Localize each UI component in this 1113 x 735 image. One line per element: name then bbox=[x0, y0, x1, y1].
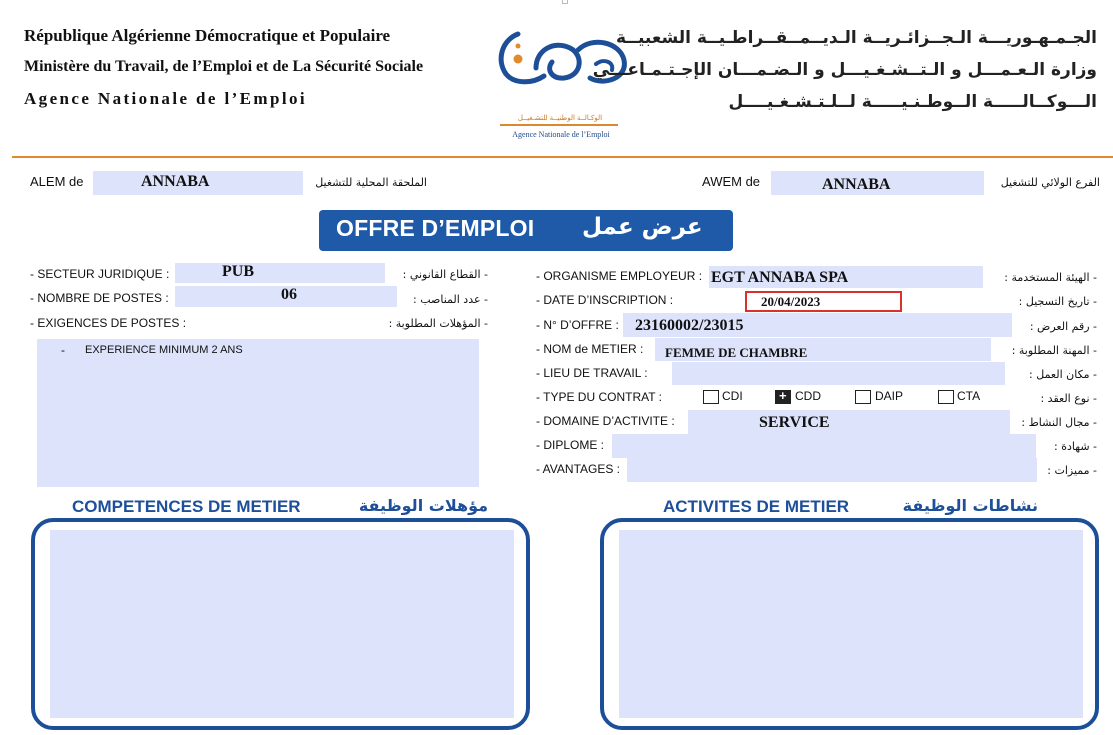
anem-logo-icon bbox=[492, 22, 632, 92]
exigences-field[interactable] bbox=[37, 339, 479, 487]
contrat-cdd-checkbox[interactable] bbox=[775, 390, 791, 404]
contrat-daip-checkbox[interactable] bbox=[855, 390, 871, 404]
competences-title-ar: مؤهلات الوظيفة bbox=[358, 496, 488, 515]
contrat-cdi-label: CDI bbox=[722, 389, 743, 403]
awem-label: AWEM de bbox=[702, 174, 761, 189]
contrat-cta-label: CTA bbox=[957, 389, 981, 403]
alem-label: ALEM de bbox=[30, 174, 84, 189]
title-ar: عرض عمل bbox=[582, 214, 703, 240]
header-ministry-ar: وزارة الـعـمـــل و الـتــشـغـيـــل و الـضـمـــان الإجـتـمـاعـــي bbox=[592, 60, 1097, 80]
exigences-label: - EXIGENCES DE POSTES : bbox=[30, 316, 187, 330]
title-fr: OFFRE D’EMPLOI bbox=[336, 215, 535, 241]
organisme-label-ar: - الهيئة المستخدمة : bbox=[1004, 271, 1097, 284]
header-ministry-fr: Ministère du Travail, de l’Emploi et de La Sécurité Sociale bbox=[24, 58, 424, 75]
activites-title-ar: نشاطات الوظيفة bbox=[902, 496, 1038, 515]
secteur-label-ar: - القطاع القانوني : bbox=[402, 268, 488, 281]
postes-label-ar: - عدد المناصب : bbox=[413, 293, 488, 306]
domaine-label: - DOMAINE D’ACTIVITE : bbox=[536, 414, 675, 428]
domaine-value: SERVICE bbox=[759, 414, 830, 431]
header-agency-fr: Agence Nationale de l’Emploi bbox=[24, 89, 307, 108]
domaine-field[interactable] bbox=[688, 410, 1010, 434]
awem-label-ar: الفرع الولائي للتشغيل bbox=[1000, 176, 1100, 189]
exigences-item: EXPERIENCE MINIMUM 2 ANS bbox=[85, 344, 243, 356]
exigences-label-ar: - المؤهلات المطلوبة : bbox=[388, 317, 488, 330]
header-republic-fr: République Algérienne Démocratique et Populaire bbox=[24, 26, 391, 45]
offre-label: - N° D’OFFRE : bbox=[536, 318, 619, 332]
header-divider bbox=[12, 156, 1113, 158]
postes-label: - NOMBRE DE POSTES : bbox=[30, 291, 169, 305]
diplome-label: - DIPLOME : bbox=[536, 438, 605, 452]
avantages-field[interactable] bbox=[627, 458, 1037, 482]
metier-label-ar: - المهنة المطلوبة : bbox=[1011, 344, 1097, 357]
page-top-marker bbox=[562, 0, 568, 4]
contrat-cdd-label: CDD bbox=[795, 389, 821, 403]
organisme-label: - ORGANISME EMPLOYEUR : bbox=[536, 269, 703, 283]
contrat-label: - TYPE DU CONTRAT : bbox=[536, 390, 663, 404]
domaine-label-ar: - مجال النشاط : bbox=[1021, 416, 1097, 429]
logo-caption-ar: الوكـالــة الوطنيــة للتشـغيــل bbox=[517, 115, 603, 122]
date-value: 20/04/2023 bbox=[761, 294, 821, 309]
date-label-ar: - تاريخ التسجيل : bbox=[1018, 295, 1097, 308]
competences-field[interactable] bbox=[50, 530, 514, 718]
activites-field[interactable] bbox=[619, 530, 1083, 718]
contrat-cta-checkbox[interactable] bbox=[938, 390, 954, 404]
activites-title: ACTIVITES DE METIER bbox=[663, 497, 850, 516]
avantages-label-ar: - مميزات : bbox=[1047, 464, 1097, 477]
header-agency-ar: الـــوكــالـــــة الــوطـنـيـــــة لــلـتـشـغـيــــل bbox=[728, 92, 1097, 112]
contrat-label-ar: - نوع العقد : bbox=[1040, 392, 1097, 405]
awem-value: ANNABA bbox=[822, 176, 891, 193]
secteur-field[interactable] bbox=[175, 263, 385, 283]
logo-caption-fr: Agence Nationale de l’Emploi bbox=[512, 130, 610, 139]
date-label: - DATE D’INSCRIPTION : bbox=[536, 293, 674, 307]
avantages-label: - AVANTAGES : bbox=[536, 462, 621, 476]
competences-title: COMPETENCES DE METIER bbox=[72, 497, 301, 516]
alem-value: ANNABA bbox=[141, 173, 210, 190]
postes-value: 06 bbox=[281, 286, 297, 303]
alem-label-ar: الملحقة المحلية للتشغيل bbox=[315, 176, 427, 189]
offre-value: 23160002/23015 bbox=[635, 317, 744, 334]
exigences-bullet: - bbox=[61, 343, 65, 357]
diplome-field[interactable] bbox=[612, 434, 1036, 458]
organisme-value: EGT ANNABA SPA bbox=[711, 269, 849, 286]
logo-divider bbox=[500, 124, 618, 126]
lieu-field[interactable] bbox=[672, 362, 1005, 385]
secteur-label: - SECTEUR JURIDIQUE : bbox=[30, 267, 170, 281]
header-republic-ar: الجـمـهـوريـــة الـجــزائـريــة الـديــمــقــراطـيــة الشعبيــة bbox=[616, 28, 1097, 48]
metier-value: FEMME DE CHAMBRE bbox=[665, 345, 808, 360]
lieu-label: - LIEU DE TRAVAIL : bbox=[536, 366, 648, 380]
metier-label: - NOM de METIER : bbox=[536, 342, 644, 356]
contrat-daip-label: DAIP bbox=[875, 389, 904, 403]
secteur-value: PUB bbox=[222, 263, 254, 280]
diplome-label-ar: - شهادة : bbox=[1054, 440, 1097, 453]
offre-label-ar: - رقم العرض : bbox=[1029, 320, 1097, 333]
lieu-label-ar: - مكان العمل : bbox=[1029, 368, 1097, 381]
contrat-cdi-checkbox[interactable] bbox=[703, 390, 719, 404]
